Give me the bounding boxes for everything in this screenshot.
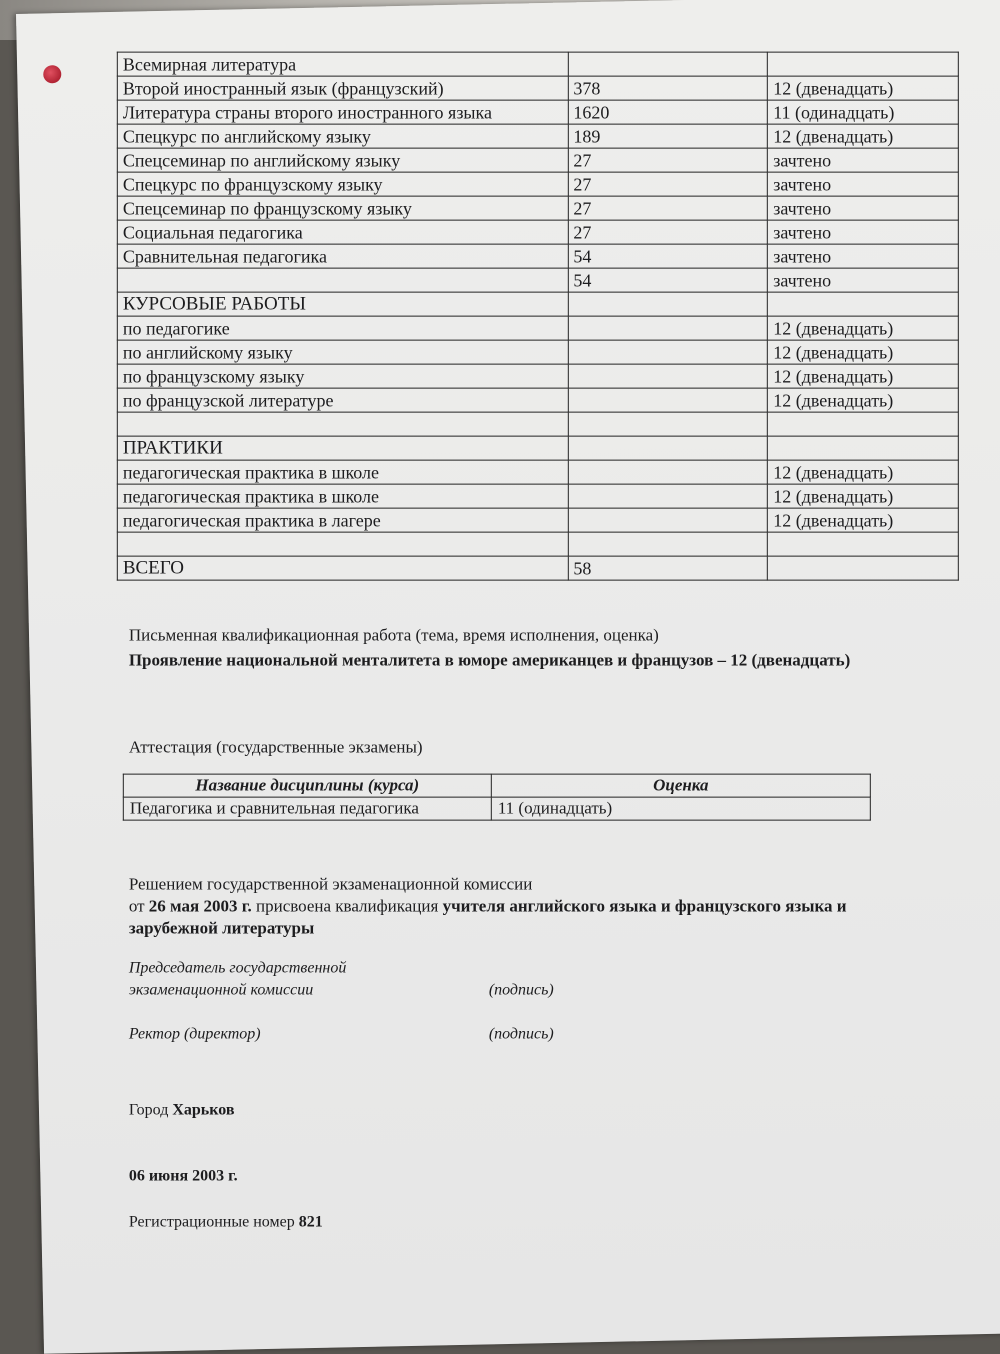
practice-name: педагогическая практика в школе — [117, 484, 567, 508]
attestation-col-name: Название дисциплины (курса) — [123, 774, 491, 797]
course-name: по французской литературе — [117, 388, 568, 412]
table-row — [117, 508, 958, 532]
subject-name: Спецсеминар по французскому языку — [117, 196, 568, 220]
course-grade: 12 (двенадцать) — [768, 316, 959, 340]
decision-date: 26 мая 2003 г. — [148, 896, 252, 916]
subject-grade: 12 (двенадцать) — [768, 76, 959, 100]
subject-grade: зачтено — [768, 220, 959, 244]
practice-grade: 12 (двенадцать) — [768, 484, 959, 508]
empty-cell — [568, 532, 768, 556]
course-grade: 12 (двенадцать) — [768, 340, 959, 364]
decision-qualification: учителя английского языка и французского языка и зарубежной литературы — [128, 896, 847, 938]
empty-cell — [768, 556, 959, 580]
subject-name: Сравнительная педагогика — [117, 244, 568, 268]
registration-number — [129, 1214, 323, 1232]
table-row — [117, 556, 958, 580]
empty-cell — [568, 508, 768, 532]
table-row — [117, 76, 958, 100]
red-pin-icon — [43, 65, 61, 83]
empty-cell — [568, 460, 768, 484]
registration-label: Регистрационные номер — [128, 1213, 295, 1231]
empty-cell — [117, 532, 567, 556]
chair-line1: Председатель государственной — [128, 959, 347, 977]
qualification-decision — [129, 874, 929, 940]
city-value: Харьков — [172, 1101, 235, 1119]
attestation-grade: 11 (одинадцать) — [491, 797, 870, 820]
subject-hours: 54 — [568, 268, 768, 292]
table-row — [117, 532, 958, 556]
table-row — [117, 220, 958, 244]
subject-name: Спецкурс по французскому языку — [117, 172, 568, 196]
table-row — [123, 797, 870, 820]
subject-name: Второй иностранный язык (французский) — [117, 76, 567, 100]
table-row — [117, 364, 958, 388]
course-name: по педагогике — [117, 316, 567, 340]
subject-hours: 27 — [568, 148, 768, 172]
subject-grade — [768, 52, 959, 76]
practice-name: педагогическая практика в школе — [117, 460, 568, 484]
empty-cell — [768, 532, 959, 556]
practice-grade: 12 (двенадцать) — [768, 460, 959, 484]
decision-prefix: от — [128, 896, 145, 916]
registration-value: 821 — [298, 1213, 323, 1231]
thesis-title: Проявление национальной менталитета в юморе американцев и французов – 12 (двенадцать) — [128, 650, 851, 670]
table-row — [117, 436, 958, 460]
total-value: 58 — [568, 556, 768, 580]
subject-hours: 27 — [568, 220, 768, 244]
subject-hours — [568, 52, 768, 76]
attestation-table — [123, 774, 871, 821]
table-row — [117, 316, 958, 340]
decision-middle: присвоена квалификация — [256, 896, 439, 916]
empty-cell — [568, 484, 768, 508]
empty-cell — [568, 292, 768, 316]
table-row — [117, 412, 958, 436]
issue-date: 06 июня 2003 г. — [128, 1167, 238, 1185]
attestation-subject: Педагогика и сравнительная педагогика — [123, 797, 491, 820]
table-row — [117, 292, 958, 316]
empty-cell — [568, 316, 768, 340]
table-row — [117, 124, 958, 148]
empty-cell — [768, 412, 959, 436]
empty-cell — [568, 412, 768, 436]
grades-table — [117, 52, 959, 581]
subject-hours: 54 — [568, 244, 768, 268]
subject-hours: 1620 — [568, 100, 768, 124]
course-grade: 12 (двенадцать) — [768, 364, 959, 388]
empty-cell — [568, 388, 768, 412]
thesis-label: Письменная квалификационная работа (тема, время исполнения, оценка) — [128, 625, 659, 645]
section-practice: ПРАКТИКИ — [117, 436, 568, 460]
city — [129, 1102, 235, 1120]
subject-grade: зачтено — [768, 148, 959, 172]
subject-grade: зачтено — [768, 196, 959, 220]
table-row — [117, 196, 958, 220]
empty-cell — [568, 364, 768, 388]
subject-name: Социальная педагогика — [117, 220, 568, 244]
decision-line1: Решением государственной экзаменационной комиссии — [128, 874, 533, 894]
chair-signature: (подпись) — [488, 981, 554, 999]
city-label: Город — [128, 1101, 169, 1119]
attestation-label: Аттестация (государственные экзамены) — [128, 737, 423, 757]
subject-grade: зачтено — [768, 244, 959, 268]
empty-cell — [768, 436, 959, 460]
subject-grade: 11 (одинадцать) — [768, 100, 959, 124]
table-row — [117, 268, 958, 292]
rector-title: Ректор (директор) — [128, 1025, 261, 1043]
subject-name: Всемирная литература — [117, 52, 567, 76]
subject-hours: 189 — [568, 124, 768, 148]
empty-cell — [117, 412, 568, 436]
document-page — [16, 0, 1000, 1354]
course-grade: 12 (двенадцать) — [768, 388, 959, 412]
chair-title — [129, 958, 347, 1002]
table-row — [117, 172, 958, 196]
subject-hours: 27 — [568, 172, 768, 196]
practice-grade: 12 (двенадцать) — [768, 508, 959, 532]
subject-grade: 12 (двенадцать) — [768, 124, 959, 148]
empty-cell — [768, 292, 959, 316]
empty-cell — [568, 340, 768, 364]
total-label: ВСЕГО — [117, 556, 567, 580]
subject-name: Спецкурс по английскому языку — [117, 124, 567, 148]
table-row — [117, 100, 958, 124]
subject-hours: 27 — [568, 196, 768, 220]
table-row — [117, 388, 958, 412]
subject-hours: 378 — [568, 76, 768, 100]
course-name: по французскому языку — [117, 364, 567, 388]
section-courses: КУРСОВЫЕ РАБОТЫ — [117, 292, 567, 316]
subject-name — [117, 268, 567, 292]
course-name: по английскому языку — [117, 340, 567, 364]
attestation-col-grade: Оценка — [491, 774, 870, 797]
chair-line2: экзаменационной комиссии — [128, 981, 314, 999]
attestation-header-row — [123, 774, 870, 797]
table-row — [117, 244, 958, 268]
subject-grade: зачтено — [768, 268, 959, 292]
table-row — [117, 340, 958, 364]
subject-name: Спецсеминар по английскому языку — [117, 148, 568, 172]
subject-name: Литература страны второго иностранного языка — [117, 100, 567, 124]
table-row — [117, 52, 958, 76]
table-row — [117, 484, 958, 508]
table-row — [117, 148, 958, 172]
practice-name: педагогическая практика в лагере — [117, 508, 567, 532]
rector-signature: (подпись) — [488, 1025, 554, 1043]
table-row — [117, 460, 958, 484]
subject-grade: зачтено — [768, 172, 959, 196]
empty-cell — [568, 436, 768, 460]
document-content — [122, 52, 969, 1332]
